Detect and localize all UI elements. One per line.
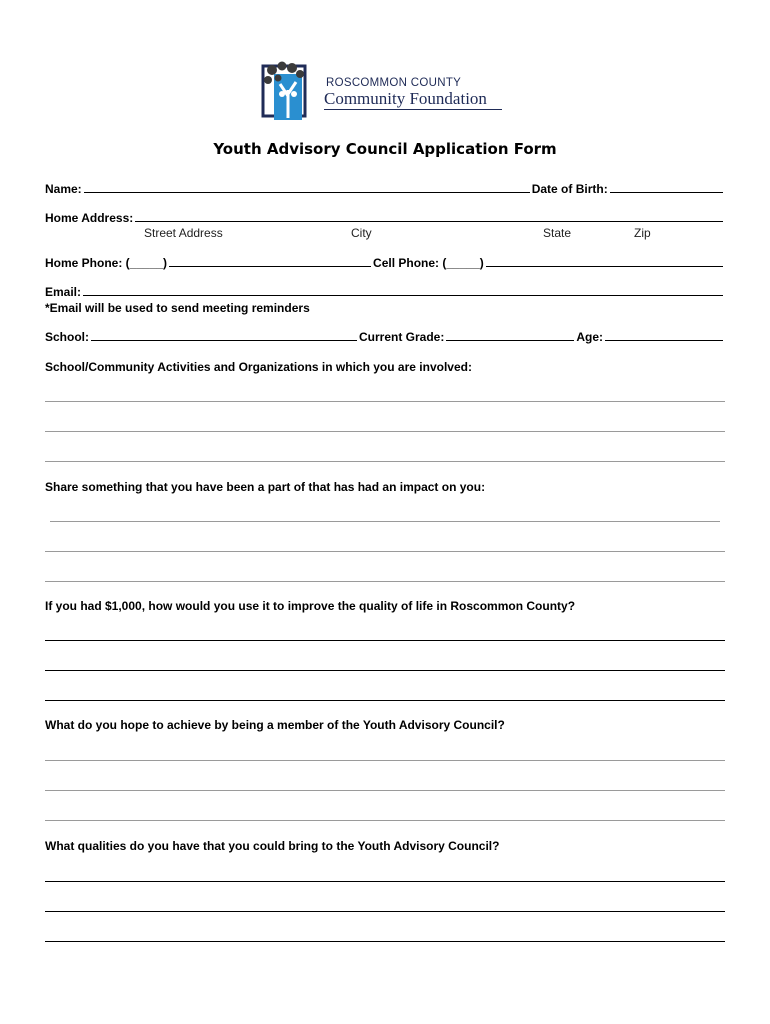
state-sublabel: State (543, 226, 572, 240)
name-field[interactable] (84, 192, 530, 193)
form-title: Youth Advisory Council Application Form (213, 140, 557, 158)
home-phone-label: Home Phone: (_____) (45, 256, 168, 270)
answer-line[interactable] (45, 881, 725, 882)
answer-line[interactable] (45, 820, 725, 821)
dob-field[interactable] (610, 192, 723, 193)
cell-phone-label: Cell Phone: (_____) (373, 256, 484, 270)
answer-line[interactable] (45, 760, 725, 761)
answer-line[interactable] (45, 401, 725, 402)
email-row (45, 283, 725, 299)
email-note: *Email will be used to send meeting reminders (45, 301, 310, 315)
dob-label: Date of Birth: (531, 182, 608, 196)
question-qualities: What qualities do you have that you could bring to the Youth Advisory Council? (45, 839, 500, 853)
question-impact: Share something that you have been a part of that has had an impact on you: (45, 480, 486, 494)
school-field[interactable] (91, 340, 357, 341)
foundation-logo (260, 60, 505, 122)
answer-line[interactable] (45, 911, 725, 912)
answer-line[interactable] (45, 941, 725, 942)
question-thousand-dollars: If you had $1,000, how would you use it to improve the quality of life in Roscommon County? (45, 599, 576, 613)
grade-field[interactable] (446, 340, 574, 341)
question-activities: School/Community Activities and Organizations in which you are involved: (45, 360, 472, 374)
logo-underline (324, 109, 502, 110)
answer-line[interactable] (45, 461, 725, 462)
email-field[interactable] (83, 295, 723, 296)
answer-line[interactable] (45, 581, 725, 582)
home-phone-field[interactable] (169, 266, 371, 267)
answer-line[interactable] (45, 700, 725, 701)
zip-sublabel: Zip (634, 226, 651, 240)
question-hope-to-achieve: What do you hope to achieve by being a member of the Youth Advisory Council? (45, 718, 505, 732)
logo-org-line2: Community Foundation (324, 89, 487, 108)
answer-line[interactable] (45, 790, 725, 791)
school-label: School: (45, 330, 89, 344)
address-field[interactable] (135, 221, 723, 222)
email-label: Email: (45, 285, 82, 299)
city-sublabel: City (351, 226, 372, 240)
answer-line[interactable] (50, 521, 720, 522)
address-label: Home Address: (45, 211, 134, 225)
age-field[interactable] (605, 340, 723, 341)
grade-label: Current Grade: (359, 330, 445, 344)
phone-row (45, 254, 725, 270)
logo-org-line1: ROSCOMMON COUNTY (326, 77, 462, 89)
name-label: Name: (45, 182, 82, 196)
cell-phone-field[interactable] (486, 266, 723, 267)
tree-family-logo-icon (260, 60, 318, 122)
school-row (45, 328, 725, 344)
answer-line[interactable] (45, 431, 725, 432)
street-sublabel: Street Address (144, 226, 223, 240)
age-label: Age: (576, 330, 604, 344)
address-row (45, 209, 725, 225)
name-row (45, 180, 725, 196)
answer-line[interactable] (45, 551, 725, 552)
answer-line[interactable] (45, 670, 725, 671)
answer-line[interactable] (45, 640, 725, 641)
